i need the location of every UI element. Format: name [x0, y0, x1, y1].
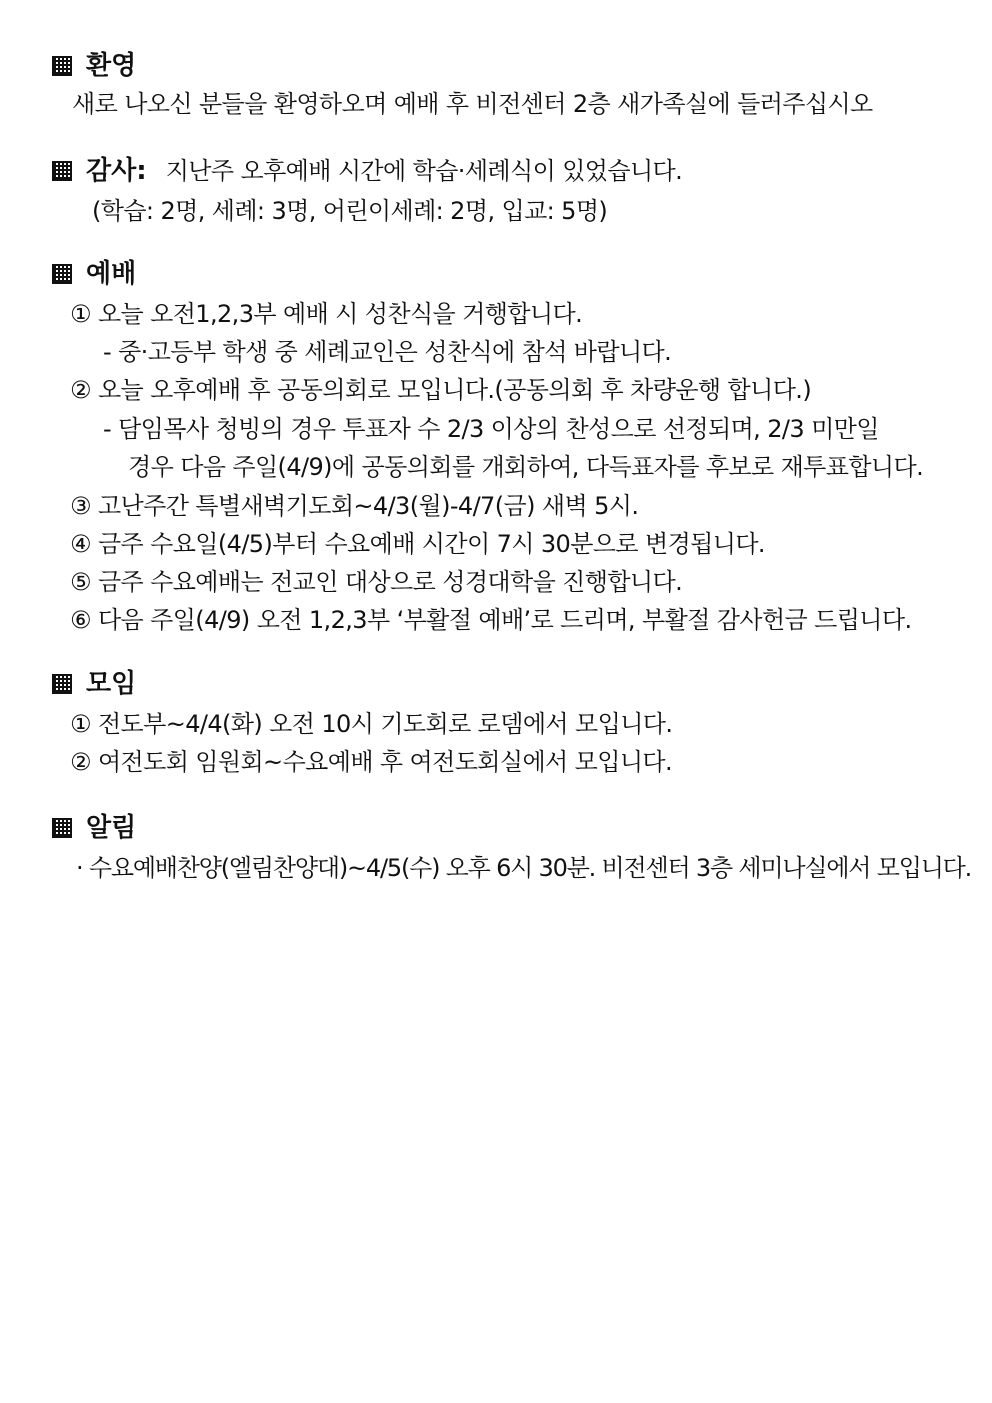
section-heading-notice: [52, 812, 136, 844]
worship-item-2: ② 오늘 오후예배 후 공동의회로 모입니다.(공동의회 후 차량운행 합니다.): [70, 376, 812, 404]
thanks-detail: (학습: 2명, 세례: 3명, 어린이세례: 2명, 입교: 5명): [92, 197, 608, 225]
section-heading-welcome: [52, 50, 136, 82]
thanks-text: 지난주 오후예배 시간에 학습·세례식이 있었습니다.: [165, 157, 683, 185]
square-marker-icon: [52, 818, 72, 838]
worship-item-1: ① 오늘 오전1,2,3부 예배 시 성찬식을 거행합니다.: [70, 300, 583, 328]
worship-item-6: ⑥ 다음 주일(4/9) 오전 1,2,3부 ‘부활절 예배’로 드리며, 부활절 감사헌금 드립니다.: [70, 606, 912, 634]
square-marker-icon: [52, 161, 72, 181]
worship-item-3: ③ 고난주간 특별새벽기도회~4/3(월)-4/7(금) 새벽 5시.: [70, 492, 639, 520]
section-heading-worship: [52, 258, 136, 290]
meeting-item-2: ② 여전도회 임원회~수요예배 후 여전도회실에서 모입니다.: [70, 748, 673, 776]
square-marker-icon: [52, 674, 72, 694]
heading-text: 알림: [86, 813, 137, 843]
section-heading-thanks: [52, 155, 682, 187]
worship-item-5: ⑤ 금주 수요예배는 전교인 대상으로 성경대학을 진행합니다.: [70, 568, 683, 596]
notice-item-1: · 수요예배찬양(엘림찬양대)~4/5(수) 오후 6시 30분. 비전센터 3층 세미나실에서 모입니다.: [76, 854, 972, 882]
square-marker-icon: [52, 56, 72, 76]
heading-text: 환영: [86, 51, 137, 81]
section-heading-meeting: [52, 668, 136, 700]
worship-item-4: ④ 금주 수요일(4/5)부터 수요예배 시간이 7시 30분으로 변경됩니다.: [70, 530, 765, 558]
worship-item-1-sub: - 중·고등부 학생 중 세례교인은 성찬식에 참석 바랍니다.: [103, 338, 672, 366]
worship-item-2-sub-cont: 경우 다음 주일(4/9)에 공동의회를 개회하여, 다득표자를 후보로 재투표합니다.: [128, 453, 924, 481]
worship-item-2-sub: - 담임목사 청빙의 경우 투표자 수 2/3 이상의 찬성으로 선정되며, 2/3 미만일: [103, 415, 879, 443]
heading-text: 모임: [86, 669, 137, 699]
meeting-item-1: ① 전도부~4/4(화) 오전 10시 기도회로 로뎀에서 모입니다.: [70, 710, 673, 738]
heading-text: 감사:: [86, 156, 147, 186]
welcome-text: 새로 나오신 분들을 환영하오며 예배 후 비전센터 2층 새가족실에 들러주십시오: [72, 90, 873, 118]
heading-text: 예배: [86, 259, 137, 289]
square-marker-icon: [52, 264, 72, 284]
